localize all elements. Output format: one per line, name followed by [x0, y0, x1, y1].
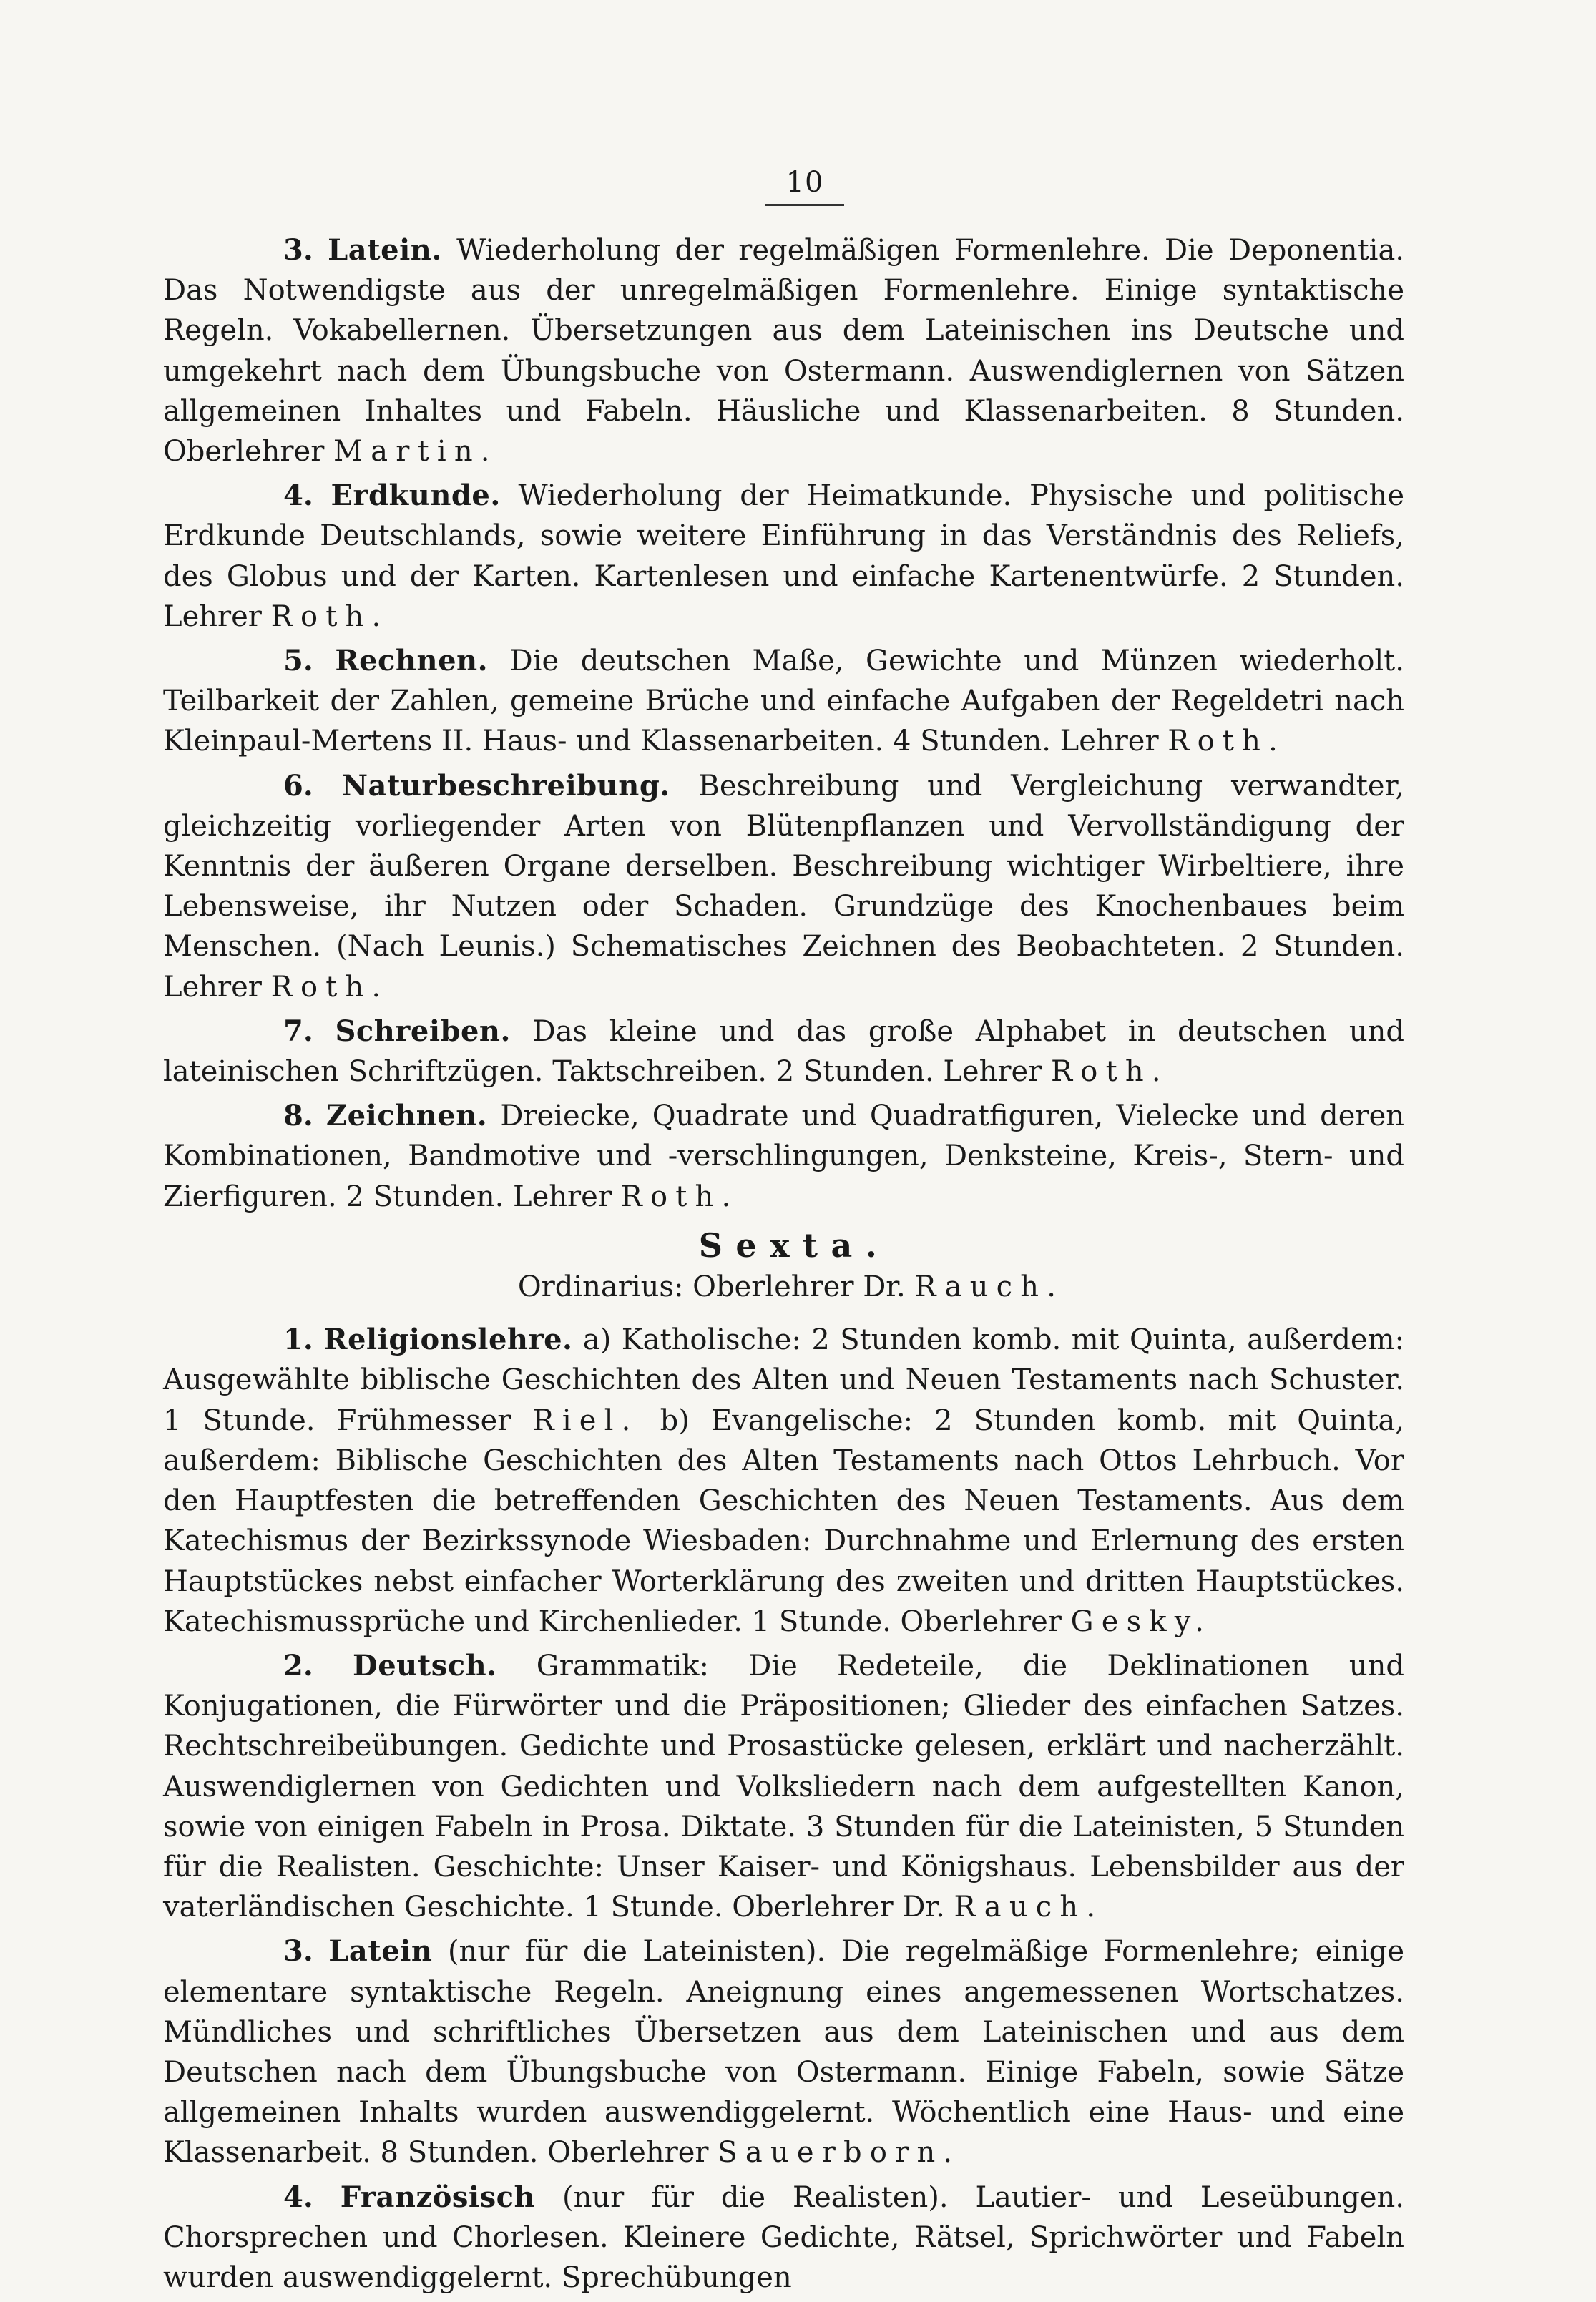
subject-heading: Deutsch. — [353, 1648, 497, 1683]
paragraph-religionslehre — [163, 1320, 1404, 1642]
item-number: 2. — [283, 1648, 313, 1683]
page-number-rule — [765, 204, 844, 206]
teacher-name: Rauch. — [954, 1891, 1104, 1924]
paragraph-text: Grammatik: Die Redeteile, die Deklinationen und Konjugationen, die Fürwörter und die Präpositionen; Glieder des einfachen Satzes. Rechtschreibeübungen. Gedichte und Prosastücke gelesen, erklärt und nacherzählt. Auswendiglernen von Gedichten und Volksliedern nach dem aufgestellten Kanon, sowie von einigen Fabeln in Prosa. Diktate. 3 Stunden für die Lateinisten, 5 Stunden für die Realisten. Geschichte: Unser Kaiser- und Königshaus. Lebensbilder aus der vaterländischen Geschichte. 1 Stunde. Oberlehrer Dr. — [163, 1649, 1404, 1924]
paragraph-text: (nur für die Lateinisten). Die regelmäßige Formenlehre; einige elementare syntaktische Regeln. Aneignung eines angemessenen Wortschatzes. Mündliches und schriftliches Übersetzen aus dem Lateinischen und aus dem Deutschen nach dem Übungsbuche von Ostermann. Einige Fabeln, sowie Sätze allgemeinen Inhalts wurden auswendiggelernt. Wöchentlich eine Haus- und eine Klassenarbeit. 8 Stunden. Oberlehrer — [163, 1935, 1404, 2170]
subject-heading: Französisch — [340, 2180, 536, 2214]
teacher-name: Roth. — [620, 1180, 739, 1213]
ordinarius-line — [163, 1267, 1404, 1307]
paragraph-text: a) Katholische: 2 Stunden komb. mit Quinta, außerdem: Ausgewählte biblische Geschichten des Alten und Neuen Testaments nach Schuster. 1 Stunde. Frühmesser — [163, 1323, 1405, 1437]
paragraph-zeichnen — [163, 1096, 1404, 1217]
item-number: 7. — [283, 1014, 313, 1048]
paragraph-text: Wiederholung der Heimatkunde. Physische und politische Erdkunde Deutschlands, sowie weitere Einführung in das Verständnis des Reliefs, des Globus und der Karten. Kartenlesen und einfache Kartenentwürfe. 2 Stunden. Lehrer — [163, 479, 1404, 633]
paragraph-text: Wiederholung der regelmäßigen Formenlehre. Die Deponentia. Das Notwendigste aus der unregelmäßigen Formenlehre. Einige syntaktische Regeln. Vokabellernen. Übersetzungen aus dem Lateinischen ins Deutsche und umgekehrt nach dem Übungsbuche von Ostermann. Auswendiglernen von Sätzen allgemeinen Inhaltes und Fabeln. Häusliche und Klassenarbeiten. 8 Stunden. Oberlehrer — [163, 234, 1405, 469]
item-number: 3. — [283, 233, 313, 267]
teacher-name: Martin. — [333, 435, 498, 469]
page-number: 10 — [785, 166, 824, 199]
teacher-name: Roth. — [1167, 725, 1286, 758]
subject-heading: Rechnen. — [335, 644, 489, 678]
item-number: 5. — [283, 644, 313, 678]
paragraph-text: (nur für die Realisten). Lautier- und Leseübungen. Chorsprechen und Chorlesen. Kleinere Gedichte, Rätsel, Sprichwörter und Fabeln wurden auswendiggelernt. Sprechübungen — [163, 2180, 1404, 2294]
body-text — [163, 230, 1404, 2302]
item-number: 4. — [283, 2180, 313, 2214]
subject-heading: Zeichnen. — [325, 1099, 488, 1133]
item-number: 4. — [283, 479, 313, 513]
ordinarius-label: Ordinarius: Oberlehrer Dr. — [517, 1270, 915, 1304]
paragraph-latein — [163, 230, 1404, 471]
paragraph-erdkunde — [163, 476, 1404, 637]
paragraph-text: Das kleine und das große Alphabet in deutschen und lateinischen Schriftzügen. Taktschreiben. 2 Stunden. Lehrer — [163, 1014, 1404, 1089]
paragraph-schreiben — [163, 1012, 1404, 1092]
paragraph-text: Dreiecke, Quadrate und Quadratfiguren, Vielecke und deren Kombinationen, Bandmotive und -verschlingungen, Denksteine, Kreis-, Stern- und Zierfiguren. 2 Stunden. Lehrer — [163, 1099, 1404, 1213]
item-number: 6. — [283, 768, 313, 803]
teacher-name: Sauerborn. — [718, 2136, 961, 2170]
paragraph-text-continued: b) Evangelische: 2 Stunden komb. mit Quinta, außerdem: Biblische Geschichten des Alten Testaments nach Ottos Lehrbuch. Vor den Hauptfesten die betreffenden Geschichten des Neuen Testaments. Aus dem Katechismus der Bezirkssynode Wiesbaden: Durchnahme und Erlernung des ersten Hauptstückes nebst einfacher Worterklärung des zweiten und dritten Hauptstückes. Katechismussprüche und Kirchenlieder. 1 Stunde. Oberlehrer — [163, 1404, 1404, 1638]
paragraph-text: Die deutschen Maße, Gewichte und Münzen wiederholt. Teilbarkeit der Zahlen, gemeine Brüche und einfache Aufgaben der Regeldetri nach Kleinpaul-Mertens II. Haus- und Klassenarbeiten. 4 Stunden. Lehrer — [163, 645, 1404, 758]
teacher-name: Roth. — [270, 970, 389, 1004]
paragraph-deutsch — [163, 1646, 1404, 1927]
ordinarius-name: Rauch. — [914, 1270, 1064, 1304]
teacher-name: Gesky. — [1070, 1605, 1213, 1638]
item-number: 1. — [283, 1323, 313, 1357]
paragraph-franzoesisch — [163, 2178, 1404, 2298]
paragraph-rechnen — [163, 641, 1404, 762]
paragraph-naturbeschreibung — [163, 766, 1404, 1007]
paragraph-text: Beschreibung und Vergleichung verwandter, gleichzeitig vorliegender Arten von Blütenpflanzen und Vervollständigung der Kenntnis der äußeren Organe derselben. Beschreibung wichtiger Wirbeltiere, ihre Lebensweise, ihr Nutzen oder Schaden. Grundzüge des Knochenbaues beim Menschen. (Nach Leunis.) Schematisches Zeichnen des Beobachteten. 2 Stunden. Lehrer — [163, 769, 1404, 1004]
teacher-name: Roth. — [270, 599, 389, 633]
subject-heading: Erdkunde. — [331, 479, 501, 513]
subject-heading: Religionslehre. — [323, 1323, 573, 1357]
item-number: 3. — [283, 1934, 313, 1969]
subject-heading: Latein. — [328, 233, 442, 267]
paragraph-latein-sexta — [163, 1931, 1404, 2173]
item-number: 8. — [283, 1099, 313, 1133]
section-title: Sexta. — [698, 1225, 891, 1265]
teacher-name: Roth. — [1050, 1055, 1169, 1089]
subject-heading: Latein — [328, 1934, 433, 1969]
subject-heading: Schreiben. — [335, 1014, 511, 1048]
subject-heading: Naturbeschreibung. — [341, 768, 670, 803]
teacher-name: Riel. — [532, 1404, 639, 1437]
